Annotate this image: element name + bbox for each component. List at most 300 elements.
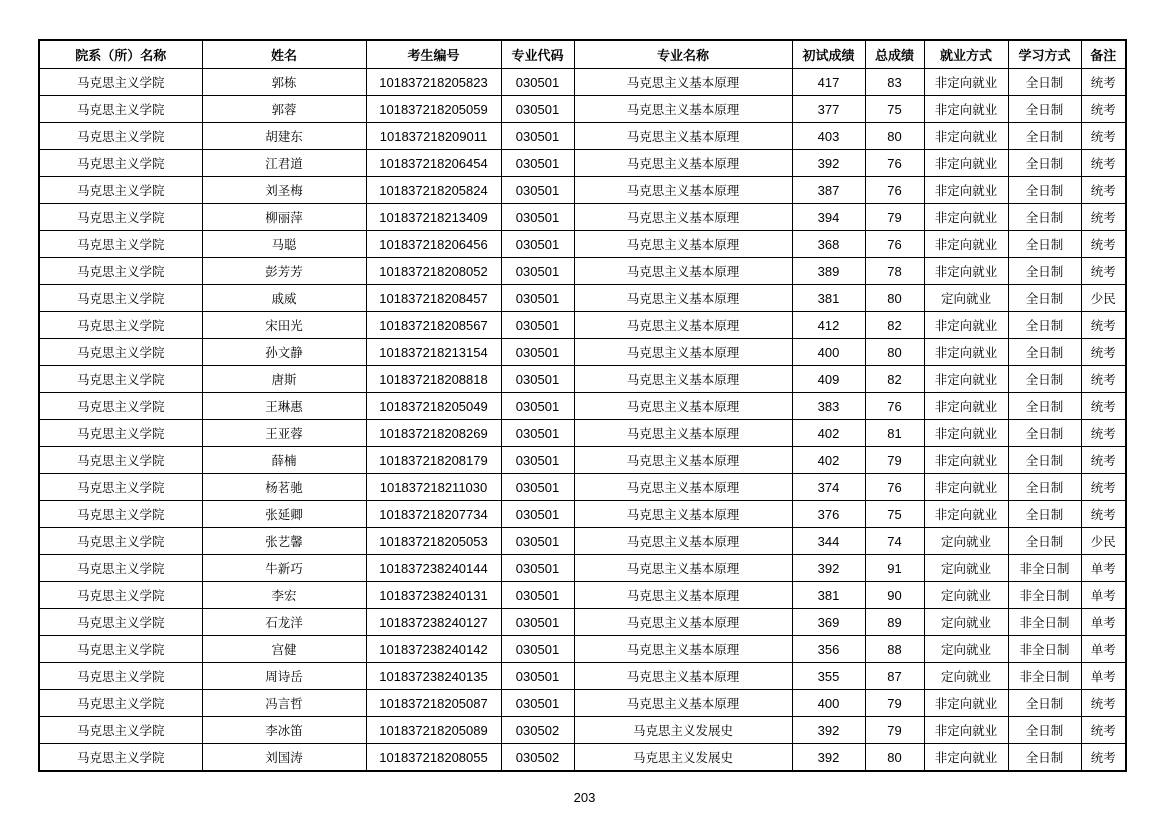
cell-initial-score: 389 [792, 258, 865, 285]
cell-department: 马克思主义学院 [39, 150, 202, 177]
cell-name: 刘国涛 [202, 744, 366, 772]
cell-study-mode: 全日制 [1008, 420, 1081, 447]
cell-major-code: 030501 [501, 366, 574, 393]
cell-initial-score: 392 [792, 150, 865, 177]
cell-major-code: 030501 [501, 447, 574, 474]
cell-study-mode: 全日制 [1008, 447, 1081, 474]
table-row [39, 528, 1126, 555]
table-row [39, 96, 1126, 123]
cell-department: 马克思主义学院 [39, 96, 202, 123]
cell-major-name: 马克思主义基本原理 [574, 231, 792, 258]
cell-remarks: 少民 [1081, 285, 1126, 312]
cell-total-score: 80 [865, 123, 924, 150]
cell-remarks: 统考 [1081, 366, 1126, 393]
cell-total-score: 76 [865, 177, 924, 204]
cell-major-code: 030501 [501, 474, 574, 501]
cell-name: 宋田光 [202, 312, 366, 339]
cell-remarks: 统考 [1081, 447, 1126, 474]
cell-candidate-id: 101837218205059 [366, 96, 501, 123]
cell-initial-score: 400 [792, 339, 865, 366]
cell-major-name: 马克思主义基本原理 [574, 312, 792, 339]
cell-department: 马克思主义学院 [39, 204, 202, 231]
cell-name: 王琳惠 [202, 393, 366, 420]
cell-total-score: 82 [865, 366, 924, 393]
cell-employment-type: 非定向就业 [924, 150, 1008, 177]
cell-major-code: 030501 [501, 663, 574, 690]
cell-employment-type: 非定向就业 [924, 69, 1008, 96]
table-row [39, 177, 1126, 204]
cell-study-mode: 全日制 [1008, 528, 1081, 555]
cell-initial-score: 392 [792, 717, 865, 744]
cell-major-name: 马克思主义基本原理 [574, 501, 792, 528]
cell-total-score: 75 [865, 96, 924, 123]
cell-major-name: 马克思主义基本原理 [574, 96, 792, 123]
cell-name: 唐斯 [202, 366, 366, 393]
cell-study-mode: 全日制 [1008, 339, 1081, 366]
cell-major-code: 030501 [501, 69, 574, 96]
cell-initial-score: 402 [792, 420, 865, 447]
cell-study-mode: 非全日制 [1008, 663, 1081, 690]
table-row [39, 312, 1126, 339]
cell-total-score: 81 [865, 420, 924, 447]
cell-department: 马克思主义学院 [39, 312, 202, 339]
cell-department: 马克思主义学院 [39, 744, 202, 772]
cell-initial-score: 369 [792, 609, 865, 636]
admission-table [38, 39, 1127, 772]
cell-initial-score: 381 [792, 285, 865, 312]
cell-total-score: 88 [865, 636, 924, 663]
cell-employment-type: 非定向就业 [924, 96, 1008, 123]
cell-total-score: 79 [865, 717, 924, 744]
cell-initial-score: 377 [792, 96, 865, 123]
cell-major-code: 030501 [501, 501, 574, 528]
table-row [39, 69, 1126, 96]
cell-total-score: 80 [865, 744, 924, 772]
cell-department: 马克思主义学院 [39, 123, 202, 150]
cell-name: 马聪 [202, 231, 366, 258]
cell-employment-type: 非定向就业 [924, 123, 1008, 150]
cell-department: 马克思主义学院 [39, 663, 202, 690]
table-body [39, 69, 1126, 772]
cell-remarks: 统考 [1081, 420, 1126, 447]
cell-major-name: 马克思主义基本原理 [574, 528, 792, 555]
cell-total-score: 89 [865, 609, 924, 636]
cell-major-code: 030502 [501, 744, 574, 772]
table-row [39, 366, 1126, 393]
cell-remarks: 统考 [1081, 717, 1126, 744]
table-row [39, 555, 1126, 582]
cell-department: 马克思主义学院 [39, 528, 202, 555]
cell-department: 马克思主义学院 [39, 690, 202, 717]
cell-candidate-id: 101837218208052 [366, 258, 501, 285]
header-department: 院系（所）名称 [39, 40, 202, 69]
cell-study-mode: 全日制 [1008, 177, 1081, 204]
header-remarks: 备注 [1081, 40, 1126, 69]
cell-employment-type: 非定向就业 [924, 690, 1008, 717]
cell-remarks: 统考 [1081, 204, 1126, 231]
cell-name: 郭蓉 [202, 96, 366, 123]
cell-candidate-id: 101837218213409 [366, 204, 501, 231]
cell-major-code: 030501 [501, 582, 574, 609]
cell-major-name: 马克思主义基本原理 [574, 555, 792, 582]
cell-initial-score: 356 [792, 636, 865, 663]
cell-department: 马克思主义学院 [39, 636, 202, 663]
cell-name: 江君道 [202, 150, 366, 177]
cell-name: 王亚蓉 [202, 420, 366, 447]
cell-initial-score: 344 [792, 528, 865, 555]
table-row [39, 285, 1126, 312]
table-row [39, 582, 1126, 609]
table-row [39, 231, 1126, 258]
cell-department: 马克思主义学院 [39, 177, 202, 204]
cell-candidate-id: 101837218206456 [366, 231, 501, 258]
cell-name: 张延卿 [202, 501, 366, 528]
header-candidate-id: 考生编号 [366, 40, 501, 69]
cell-initial-score: 392 [792, 744, 865, 772]
cell-initial-score: 400 [792, 690, 865, 717]
cell-major-code: 030501 [501, 312, 574, 339]
cell-total-score: 74 [865, 528, 924, 555]
cell-remarks: 统考 [1081, 150, 1126, 177]
cell-total-score: 79 [865, 204, 924, 231]
cell-remarks: 统考 [1081, 177, 1126, 204]
table-row [39, 501, 1126, 528]
table-header-row [39, 40, 1126, 69]
cell-initial-score: 403 [792, 123, 865, 150]
cell-initial-score: 412 [792, 312, 865, 339]
cell-candidate-id: 101837218208567 [366, 312, 501, 339]
cell-study-mode: 全日制 [1008, 690, 1081, 717]
cell-remarks: 少民 [1081, 528, 1126, 555]
cell-candidate-id: 101837218205089 [366, 717, 501, 744]
cell-department: 马克思主义学院 [39, 447, 202, 474]
cell-total-score: 80 [865, 285, 924, 312]
cell-employment-type: 定向就业 [924, 555, 1008, 582]
cell-name: 张艺馨 [202, 528, 366, 555]
cell-department: 马克思主义学院 [39, 69, 202, 96]
cell-total-score: 91 [865, 555, 924, 582]
cell-department: 马克思主义学院 [39, 258, 202, 285]
cell-major-code: 030502 [501, 717, 574, 744]
table-row [39, 474, 1126, 501]
cell-department: 马克思主义学院 [39, 717, 202, 744]
cell-remarks: 统考 [1081, 744, 1126, 772]
cell-major-name: 马克思主义基本原理 [574, 609, 792, 636]
cell-remarks: 单考 [1081, 636, 1126, 663]
cell-name: 石龙洋 [202, 609, 366, 636]
cell-employment-type: 定向就业 [924, 528, 1008, 555]
cell-candidate-id: 101837218205087 [366, 690, 501, 717]
cell-department: 马克思主义学院 [39, 474, 202, 501]
cell-department: 马克思主义学院 [39, 339, 202, 366]
cell-study-mode: 非全日制 [1008, 609, 1081, 636]
cell-study-mode: 全日制 [1008, 96, 1081, 123]
cell-employment-type: 非定向就业 [924, 339, 1008, 366]
cell-name: 牛新巧 [202, 555, 366, 582]
cell-employment-type: 非定向就业 [924, 312, 1008, 339]
cell-initial-score: 394 [792, 204, 865, 231]
cell-employment-type: 非定向就业 [924, 420, 1008, 447]
cell-major-code: 030501 [501, 150, 574, 177]
cell-employment-type: 非定向就业 [924, 393, 1008, 420]
cell-study-mode: 全日制 [1008, 717, 1081, 744]
cell-name: 李宏 [202, 582, 366, 609]
page-number: 203 [573, 790, 596, 805]
cell-employment-type: 定向就业 [924, 609, 1008, 636]
table-row [39, 393, 1126, 420]
cell-major-name: 马克思主义基本原理 [574, 474, 792, 501]
cell-candidate-id: 101837218208055 [366, 744, 501, 772]
cell-major-name: 马克思主义基本原理 [574, 285, 792, 312]
cell-major-code: 030501 [501, 123, 574, 150]
cell-total-score: 80 [865, 339, 924, 366]
table-row [39, 447, 1126, 474]
cell-employment-type: 非定向就业 [924, 177, 1008, 204]
cell-study-mode: 全日制 [1008, 474, 1081, 501]
cell-name: 胡建东 [202, 123, 366, 150]
cell-name: 杨茗驰 [202, 474, 366, 501]
cell-study-mode: 全日制 [1008, 312, 1081, 339]
header-name: 姓名 [202, 40, 366, 69]
cell-major-name: 马克思主义基本原理 [574, 690, 792, 717]
cell-total-score: 76 [865, 231, 924, 258]
cell-initial-score: 409 [792, 366, 865, 393]
cell-study-mode: 全日制 [1008, 258, 1081, 285]
cell-candidate-id: 101837218206454 [366, 150, 501, 177]
table-row [39, 204, 1126, 231]
cell-candidate-id: 101837238240127 [366, 609, 501, 636]
cell-major-name: 马克思主义基本原理 [574, 636, 792, 663]
cell-name: 薛楠 [202, 447, 366, 474]
cell-candidate-id: 101837218205823 [366, 69, 501, 96]
cell-remarks: 统考 [1081, 690, 1126, 717]
cell-remarks: 统考 [1081, 123, 1126, 150]
cell-major-name: 马克思主义基本原理 [574, 69, 792, 96]
table-row [39, 717, 1126, 744]
cell-candidate-id: 101837218213154 [366, 339, 501, 366]
cell-remarks: 统考 [1081, 312, 1126, 339]
cell-name: 孙文静 [202, 339, 366, 366]
cell-major-code: 030501 [501, 609, 574, 636]
cell-candidate-id: 101837238240135 [366, 663, 501, 690]
table-row [39, 690, 1126, 717]
cell-total-score: 83 [865, 69, 924, 96]
cell-major-name: 马克思主义发展史 [574, 744, 792, 772]
table-row [39, 258, 1126, 285]
cell-study-mode: 非全日制 [1008, 555, 1081, 582]
cell-department: 马克思主义学院 [39, 555, 202, 582]
cell-department: 马克思主义学院 [39, 501, 202, 528]
cell-employment-type: 非定向就业 [924, 474, 1008, 501]
cell-major-code: 030501 [501, 420, 574, 447]
cell-major-name: 马克思主义基本原理 [574, 366, 792, 393]
cell-major-name: 马克思主义基本原理 [574, 177, 792, 204]
cell-major-name: 马克思主义基本原理 [574, 663, 792, 690]
cell-study-mode: 全日制 [1008, 501, 1081, 528]
cell-department: 马克思主义学院 [39, 231, 202, 258]
cell-total-score: 79 [865, 690, 924, 717]
cell-major-name: 马克思主义基本原理 [574, 339, 792, 366]
cell-study-mode: 全日制 [1008, 69, 1081, 96]
table-row [39, 744, 1126, 772]
header-study-mode: 学习方式 [1008, 40, 1081, 69]
cell-total-score: 76 [865, 150, 924, 177]
cell-study-mode: 全日制 [1008, 231, 1081, 258]
cell-major-name: 马克思主义基本原理 [574, 447, 792, 474]
cell-initial-score: 355 [792, 663, 865, 690]
cell-remarks: 统考 [1081, 474, 1126, 501]
cell-major-code: 030501 [501, 96, 574, 123]
cell-candidate-id: 101837218205053 [366, 528, 501, 555]
cell-total-score: 78 [865, 258, 924, 285]
cell-initial-score: 392 [792, 555, 865, 582]
header-major-code: 专业代码 [501, 40, 574, 69]
cell-total-score: 76 [865, 474, 924, 501]
table-row [39, 663, 1126, 690]
cell-remarks: 统考 [1081, 231, 1126, 258]
header-employment-type: 就业方式 [924, 40, 1008, 69]
cell-candidate-id: 101837238240131 [366, 582, 501, 609]
cell-study-mode: 非全日制 [1008, 582, 1081, 609]
cell-name: 柳丽萍 [202, 204, 366, 231]
cell-major-code: 030501 [501, 204, 574, 231]
table-row [39, 609, 1126, 636]
cell-total-score: 79 [865, 447, 924, 474]
cell-name: 刘圣梅 [202, 177, 366, 204]
cell-total-score: 87 [865, 663, 924, 690]
header-total-score: 总成绩 [865, 40, 924, 69]
cell-initial-score: 402 [792, 447, 865, 474]
cell-employment-type: 非定向就业 [924, 231, 1008, 258]
cell-study-mode: 非全日制 [1008, 636, 1081, 663]
cell-candidate-id: 101837218208818 [366, 366, 501, 393]
cell-major-name: 马克思主义基本原理 [574, 204, 792, 231]
cell-major-code: 030501 [501, 690, 574, 717]
cell-total-score: 76 [865, 393, 924, 420]
header-major-name: 专业名称 [574, 40, 792, 69]
cell-study-mode: 全日制 [1008, 744, 1081, 772]
cell-initial-score: 374 [792, 474, 865, 501]
cell-study-mode: 全日制 [1008, 393, 1081, 420]
cell-candidate-id: 101837218209011 [366, 123, 501, 150]
cell-department: 马克思主义学院 [39, 609, 202, 636]
cell-remarks: 统考 [1081, 393, 1126, 420]
cell-major-code: 030501 [501, 339, 574, 366]
cell-candidate-id: 101837218208269 [366, 420, 501, 447]
cell-employment-type: 定向就业 [924, 285, 1008, 312]
cell-major-code: 030501 [501, 393, 574, 420]
cell-remarks: 单考 [1081, 609, 1126, 636]
cell-total-score: 82 [865, 312, 924, 339]
cell-total-score: 90 [865, 582, 924, 609]
cell-remarks: 单考 [1081, 555, 1126, 582]
cell-initial-score: 376 [792, 501, 865, 528]
cell-employment-type: 定向就业 [924, 582, 1008, 609]
cell-remarks: 统考 [1081, 501, 1126, 528]
cell-initial-score: 381 [792, 582, 865, 609]
cell-name: 冯言哲 [202, 690, 366, 717]
table-row [39, 420, 1126, 447]
cell-major-name: 马克思主义基本原理 [574, 258, 792, 285]
cell-study-mode: 全日制 [1008, 204, 1081, 231]
cell-major-code: 030501 [501, 285, 574, 312]
cell-major-code: 030501 [501, 555, 574, 582]
cell-employment-type: 非定向就业 [924, 204, 1008, 231]
cell-candidate-id: 101837218205824 [366, 177, 501, 204]
cell-department: 马克思主义学院 [39, 366, 202, 393]
cell-remarks: 统考 [1081, 69, 1126, 96]
cell-name: 李冰笛 [202, 717, 366, 744]
cell-total-score: 75 [865, 501, 924, 528]
cell-study-mode: 全日制 [1008, 366, 1081, 393]
cell-study-mode: 全日制 [1008, 285, 1081, 312]
cell-major-code: 030501 [501, 636, 574, 663]
cell-candidate-id: 101837238240144 [366, 555, 501, 582]
cell-major-name: 马克思主义基本原理 [574, 393, 792, 420]
cell-employment-type: 非定向就业 [924, 744, 1008, 772]
cell-remarks: 统考 [1081, 96, 1126, 123]
cell-major-code: 030501 [501, 258, 574, 285]
cell-candidate-id: 101837218208457 [366, 285, 501, 312]
table-row [39, 123, 1126, 150]
cell-candidate-id: 101837238240142 [366, 636, 501, 663]
cell-candidate-id: 101837218205049 [366, 393, 501, 420]
cell-name: 周诗岳 [202, 663, 366, 690]
cell-candidate-id: 101837218207734 [366, 501, 501, 528]
cell-employment-type: 非定向就业 [924, 366, 1008, 393]
cell-department: 马克思主义学院 [39, 420, 202, 447]
cell-employment-type: 定向就业 [924, 663, 1008, 690]
cell-remarks: 统考 [1081, 258, 1126, 285]
cell-major-name: 马克思主义基本原理 [574, 582, 792, 609]
cell-study-mode: 全日制 [1008, 150, 1081, 177]
cell-name: 郭栋 [202, 69, 366, 96]
cell-name: 戚威 [202, 285, 366, 312]
cell-major-name: 马克思主义基本原理 [574, 123, 792, 150]
cell-department: 马克思主义学院 [39, 582, 202, 609]
cell-candidate-id: 101837218208179 [366, 447, 501, 474]
cell-name: 宫健 [202, 636, 366, 663]
cell-name: 彭芳芳 [202, 258, 366, 285]
cell-department: 马克思主义学院 [39, 285, 202, 312]
cell-department: 马克思主义学院 [39, 393, 202, 420]
cell-employment-type: 非定向就业 [924, 717, 1008, 744]
table-row [39, 339, 1126, 366]
cell-study-mode: 全日制 [1008, 123, 1081, 150]
cell-major-name: 马克思主义基本原理 [574, 420, 792, 447]
cell-remarks: 单考 [1081, 582, 1126, 609]
cell-employment-type: 非定向就业 [924, 258, 1008, 285]
cell-employment-type: 定向就业 [924, 636, 1008, 663]
cell-employment-type: 非定向就业 [924, 447, 1008, 474]
cell-major-code: 030501 [501, 231, 574, 258]
cell-major-code: 030501 [501, 528, 574, 555]
cell-employment-type: 非定向就业 [924, 501, 1008, 528]
cell-remarks: 单考 [1081, 663, 1126, 690]
cell-initial-score: 387 [792, 177, 865, 204]
cell-remarks: 统考 [1081, 339, 1126, 366]
cell-major-name: 马克思主义发展史 [574, 717, 792, 744]
cell-initial-score: 383 [792, 393, 865, 420]
cell-major-name: 马克思主义基本原理 [574, 150, 792, 177]
cell-major-code: 030501 [501, 177, 574, 204]
table-row [39, 150, 1126, 177]
cell-initial-score: 368 [792, 231, 865, 258]
cell-candidate-id: 101837218211030 [366, 474, 501, 501]
cell-initial-score: 417 [792, 69, 865, 96]
header-initial-score: 初试成绩 [792, 40, 865, 69]
table-row [39, 636, 1126, 663]
